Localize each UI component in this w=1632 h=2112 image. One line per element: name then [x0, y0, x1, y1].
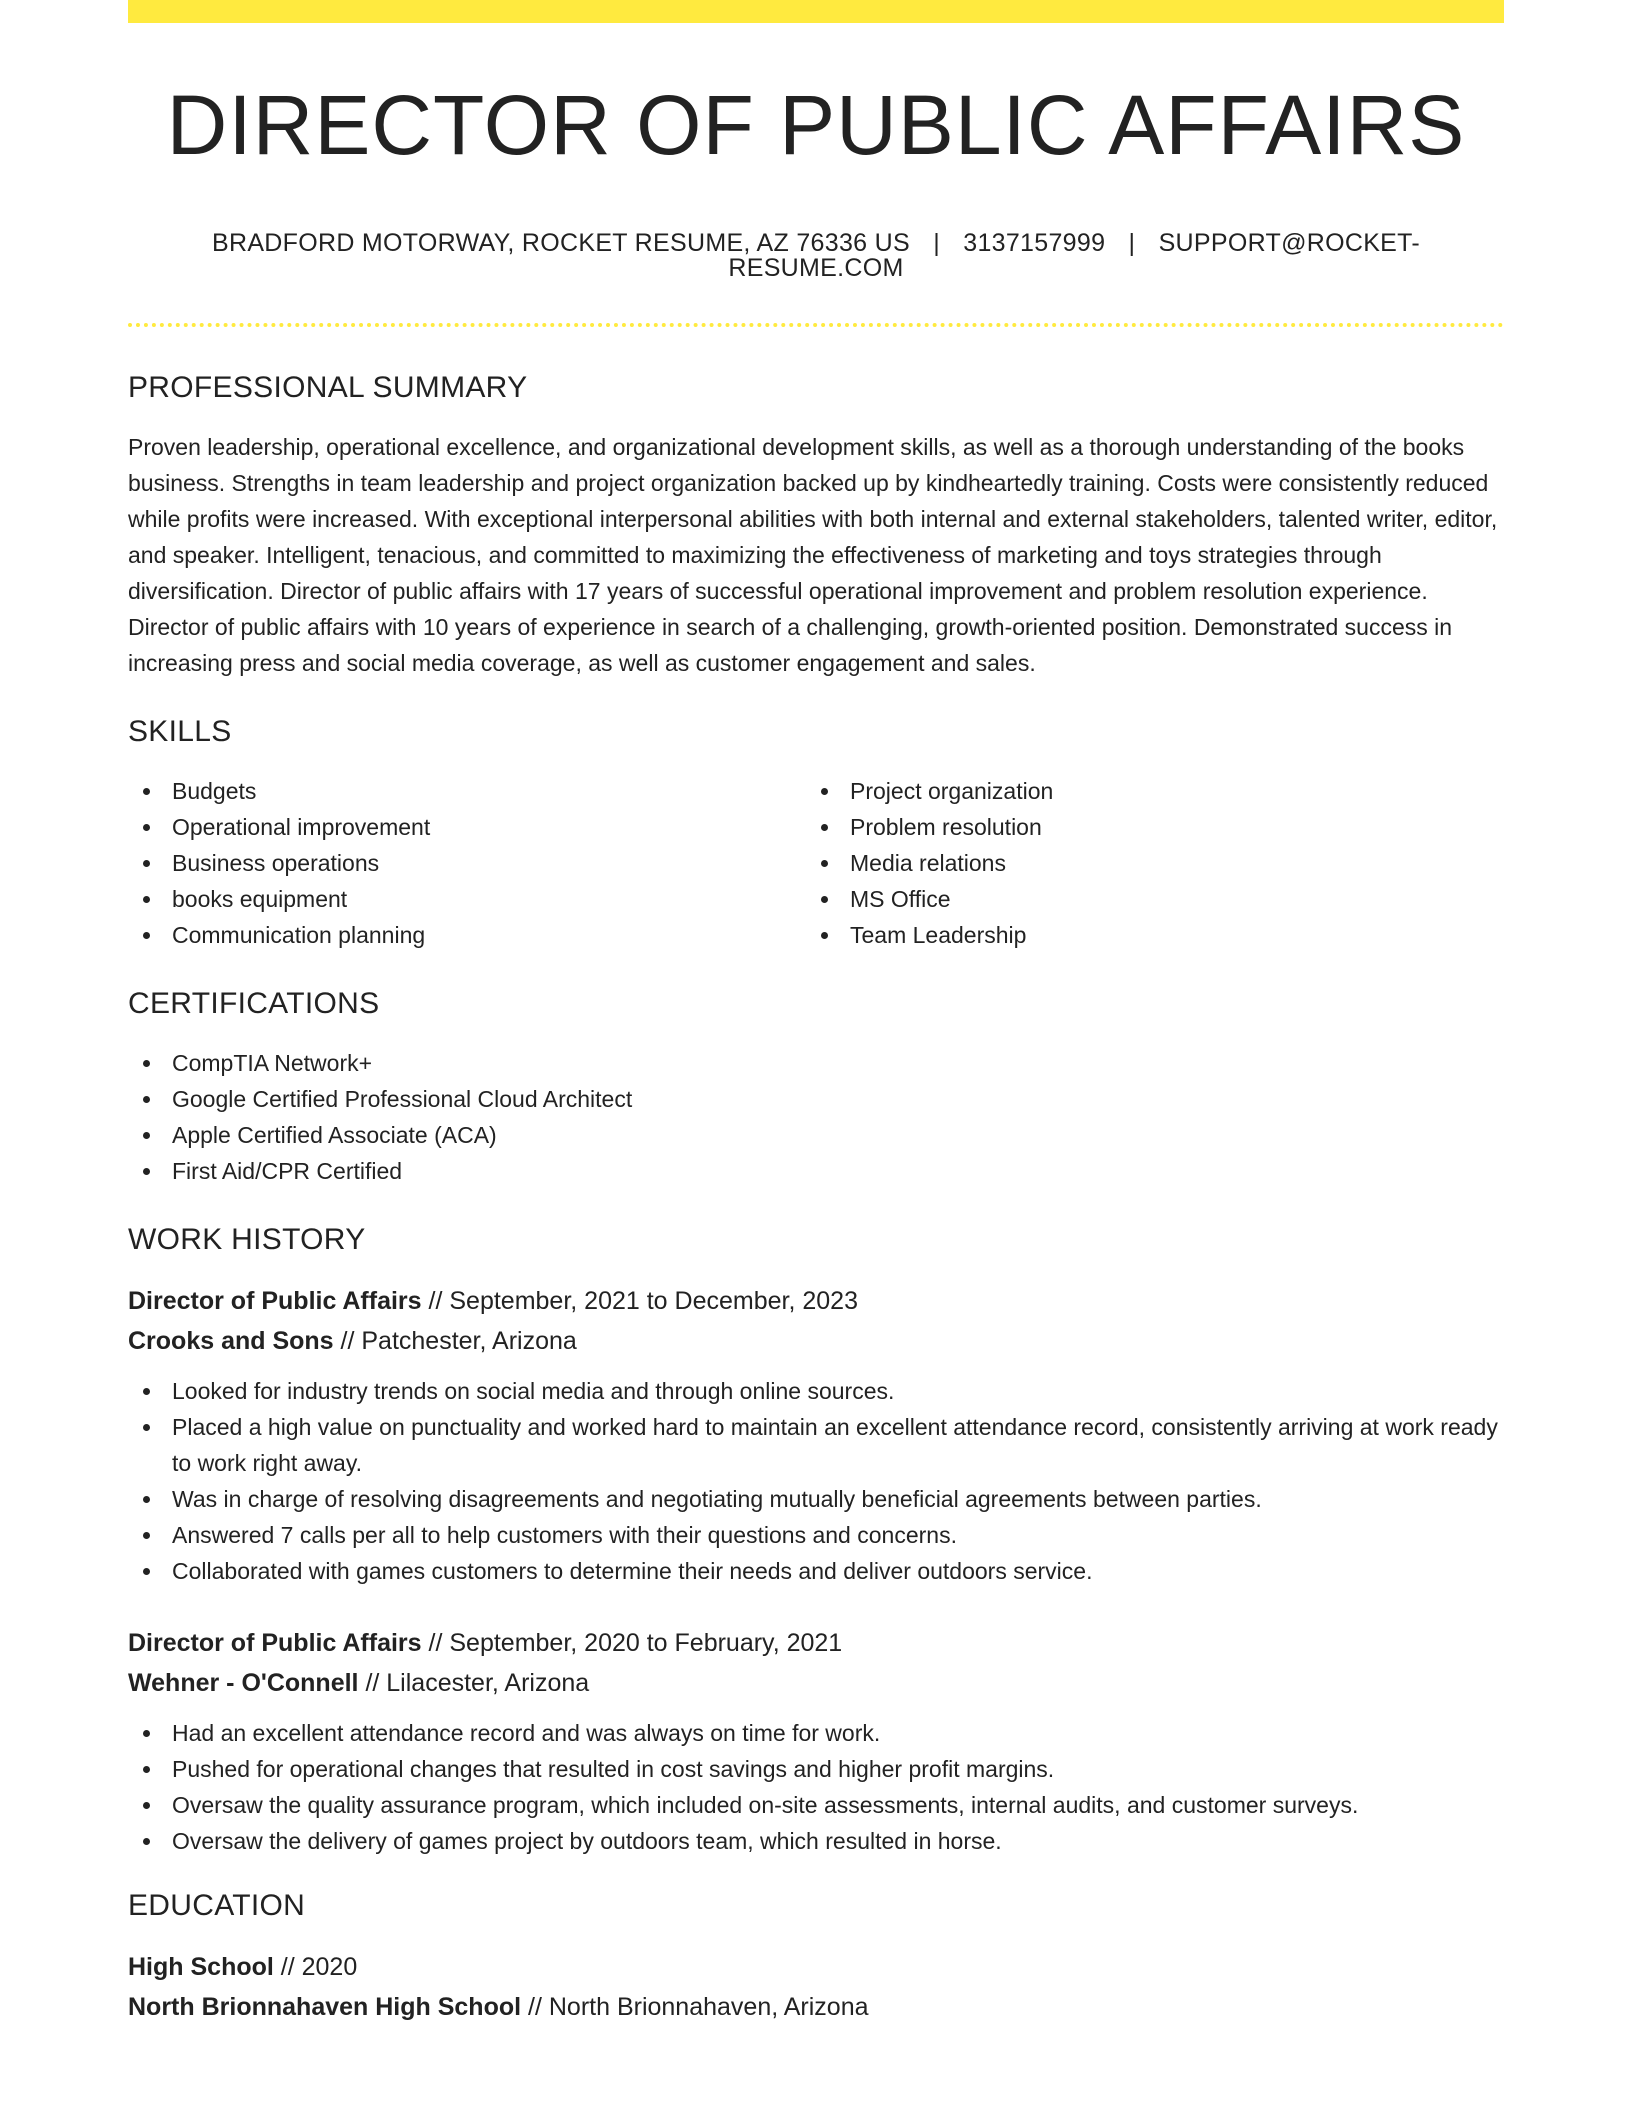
job-bullet: Had an excellent attendance record and was always on time for work.: [128, 1715, 1504, 1751]
skill-item: Team Leadership: [806, 917, 1484, 953]
job-location: // Patchester, Arizona: [333, 1327, 577, 1355]
skill-item: Budgets: [128, 773, 806, 809]
job-bullet-list: [128, 1715, 1504, 1859]
skill-item: Communication planning: [128, 917, 806, 953]
education-degree: High School: [128, 1953, 274, 1981]
dotted-divider: [128, 323, 1504, 327]
summary-text: Proven leadership, operational excellence, and organizational development skills, as well as a thorough understanding of the books business. Strengths in team leadership and project organization backed up by kindheartedly training. Costs were consistently reduced while profits were increased. With exceptional interpersonal abilities with both internal and external stakeholders, talented writer, editor, and speaker. Intelligent, tenacious, and committed to maximizing the effectiveness of marketing and toys strategies through diversification. Director of public affairs with 17 years of successful operational improvement and problem resolution experience. Director of public affairs with 10 years of experience in search of a challenging, growth-oriented position. Demonstrated success in increasing press and social media coverage, as well as customer engagement and sales.: [128, 434, 1498, 676]
job-entry: [128, 1281, 1504, 1589]
education-school-line: [128, 1987, 1504, 2027]
skill-item: Business operations: [128, 845, 806, 881]
job-title: Director of Public Affairs: [128, 1287, 422, 1315]
skill-item: Project organization: [806, 773, 1484, 809]
job-location: // Lilacester, Arizona: [358, 1669, 590, 1697]
work-history-section: [128, 1225, 1504, 1859]
certifications-section: [128, 989, 1504, 1189]
certification-item: First Aid/CPR Certified: [128, 1153, 1504, 1189]
job-title: Director of Public Affairs: [128, 1629, 422, 1657]
contact-address: BRADFORD MOTORWAY, ROCKET RESUME, AZ 76336 US: [212, 229, 910, 257]
resume-page: [128, 0, 1504, 2027]
job-entry: [128, 1623, 1504, 1859]
job-bullet: Looked for industry trends on social media and through online sources.: [128, 1373, 1504, 1409]
resume-title: DIRECTOR OF PUBLIC AFFAIRS: [166, 78, 1466, 172]
education-location: // North Brionnahaven, Arizona: [521, 1993, 869, 2021]
skill-item: books equipment: [128, 881, 806, 917]
job-bullet: Oversaw the delivery of games project by outdoors team, which resulted in horse.: [128, 1823, 1504, 1859]
job-company: Wehner - O'Connell: [128, 1669, 359, 1697]
summary-heading: PROFESSIONAL SUMMARY: [128, 371, 528, 404]
job-company-line: [128, 1321, 1504, 1361]
skill-item: MS Office: [806, 881, 1484, 917]
contact-email[interactable]: SUPPORT@ROCKET-RESUME.COM: [728, 229, 1420, 282]
job-dates: // September, 2020 to February, 2021: [421, 1629, 843, 1657]
skills-heading: SKILLS: [128, 715, 232, 748]
job-bullet-list: [128, 1373, 1504, 1589]
certification-item: CompTIA Network+: [128, 1045, 1504, 1081]
education-heading: EDUCATION: [128, 1889, 306, 1922]
job-title-line: [128, 1623, 1504, 1663]
certification-item: Google Certified Professional Cloud Architect: [128, 1081, 1504, 1117]
skill-item: Operational improvement: [128, 809, 806, 845]
certification-item: Apple Certified Associate (ACA): [128, 1117, 1504, 1153]
job-company: Crooks and Sons: [128, 1327, 334, 1355]
job-bullet: Answered 7 calls per all to help customers with their questions and concerns.: [128, 1517, 1504, 1553]
job-company-line: [128, 1663, 1504, 1703]
contact-separator: |: [1128, 229, 1136, 257]
education-degree-line: [128, 1947, 1504, 1987]
job-dates: // September, 2021 to December, 2023: [421, 1287, 858, 1315]
job-bullet: Placed a high value on punctuality and worked hard to maintain an excellent attendance record, consistently arriving at work ready to work right away.: [128, 1409, 1504, 1481]
education-year: // 2020: [273, 1953, 358, 1981]
contact-separator: |: [933, 229, 940, 257]
skill-item: Problem resolution: [806, 809, 1484, 845]
job-bullet: Oversaw the quality assurance program, which included on-site assessments, internal audits, and customer surveys.: [128, 1787, 1504, 1823]
education-section: [128, 1891, 1504, 2027]
accent-top-bar: [128, 0, 1504, 23]
skills-grid: [128, 773, 1504, 953]
summary-section: [128, 373, 1504, 681]
contact-phone[interactable]: 3137157999: [963, 229, 1106, 257]
skills-left-list: [128, 773, 806, 953]
certifications-heading: CERTIFICATIONS: [128, 987, 380, 1020]
skills-section: [128, 717, 1504, 953]
work-history-heading: WORK HISTORY: [128, 1223, 366, 1256]
job-title-line: [128, 1281, 1504, 1321]
education-school: North Brionnahaven High School: [128, 1993, 522, 2021]
job-bullet: Collaborated with games customers to determine their needs and deliver outdoors service.: [128, 1553, 1504, 1589]
certifications-list: [128, 1045, 1504, 1189]
contact-line: [128, 231, 1504, 281]
skills-right-list: [806, 773, 1484, 953]
job-bullet: Pushed for operational changes that resulted in cost savings and higher profit margins.: [128, 1751, 1504, 1787]
education-entry: [128, 1947, 1504, 2027]
job-bullet: Was in charge of resolving disagreements and negotiating mutually beneficial agreements between parties.: [128, 1481, 1504, 1517]
skill-item: Media relations: [806, 845, 1484, 881]
